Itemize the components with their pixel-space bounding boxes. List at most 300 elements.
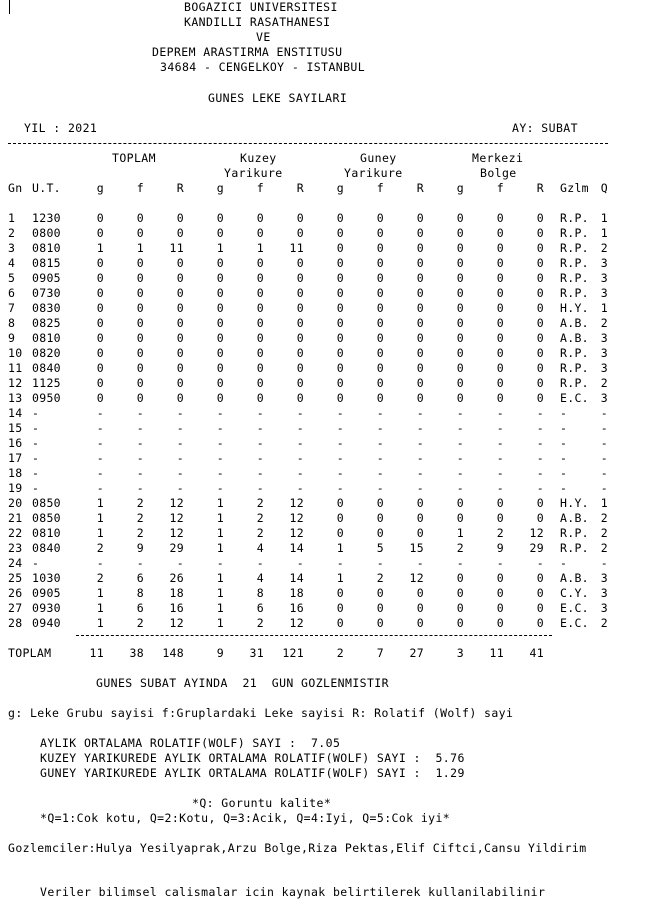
cell-central-f: 0 [496, 286, 504, 300]
cell-total-g: 0 [96, 331, 104, 345]
cell-north-f: 6 [256, 601, 264, 615]
cell-south-f: 0 [376, 256, 384, 270]
cell-central-r: 0 [536, 301, 544, 315]
cell-central-f: 0 [496, 601, 504, 615]
cell-quality: 3 [600, 346, 608, 360]
cell-south-f: - [376, 556, 384, 570]
cell-north-g: 0 [216, 316, 224, 330]
cell-total-f: 2 [136, 616, 144, 630]
cell-time: 0850 [32, 496, 61, 510]
cell-south-g: 0 [336, 211, 344, 225]
cell-central-g: - [456, 466, 464, 480]
cell-central-g: 0 [456, 601, 464, 615]
cell-quality: - [600, 556, 608, 570]
cell-time: 0905 [32, 271, 61, 285]
totals-central-r: 41 [529, 646, 544, 660]
cell-north-g: 0 [216, 211, 224, 225]
cell-south-f: 0 [376, 586, 384, 600]
cell-south-f: 0 [376, 301, 384, 315]
cell-central-r: - [536, 451, 544, 465]
cell-total-g: 0 [96, 391, 104, 405]
cell-north-r: - [296, 466, 304, 480]
cell-total-r: - [176, 481, 184, 495]
cell-central-g: 0 [456, 391, 464, 405]
cell-central-r: 29 [529, 541, 544, 555]
cell-total-f: 0 [136, 211, 144, 225]
cell-north-g: 1 [216, 241, 224, 255]
column-header-south-g: g [336, 181, 344, 195]
cell-north-g: 1 [216, 571, 224, 585]
cell-central-f: 0 [496, 571, 504, 585]
quality-title: *Q: Goruntu kalite* [192, 796, 332, 810]
cell-central-f: - [496, 436, 504, 450]
cell-north-g: 0 [216, 346, 224, 360]
cell-day: 5 [8, 271, 16, 285]
cell-north-f: 0 [256, 271, 264, 285]
cell-total-g: - [96, 406, 104, 420]
cell-north-g: 0 [216, 331, 224, 345]
cell-south-r: 0 [416, 361, 424, 375]
cell-total-r: 0 [176, 301, 184, 315]
cell-time: 0840 [32, 541, 61, 555]
cell-south-g: - [336, 556, 344, 570]
cell-total-g: - [96, 556, 104, 570]
usage-note: Veriler bilimsel calismalar icin kaynak belirtilerek kullanilabilinir [40, 885, 546, 899]
cell-south-g: 0 [336, 376, 344, 390]
cell-time: 0840 [32, 361, 61, 375]
cell-day: 8 [8, 316, 16, 330]
cell-south-g: 0 [336, 586, 344, 600]
cell-total-f: 0 [136, 301, 144, 315]
cell-observer: R.P. [560, 286, 589, 300]
cell-south-f: 0 [376, 211, 384, 225]
cell-central-g: 0 [456, 226, 464, 240]
cell-south-r: 0 [416, 316, 424, 330]
cell-total-r: 0 [176, 346, 184, 360]
cell-south-f: 0 [376, 346, 384, 360]
cell-total-r: 11 [169, 241, 184, 255]
cell-total-f: 2 [136, 496, 144, 510]
cell-central-f: 0 [496, 616, 504, 630]
cell-observer: - [560, 406, 568, 420]
cell-observer: R.P. [560, 211, 589, 225]
cell-total-r: 26 [169, 571, 184, 585]
cell-central-g: 0 [456, 496, 464, 510]
cell-central-f: - [496, 421, 504, 435]
column-header-total-f: f [136, 181, 144, 195]
cell-north-g: 0 [216, 256, 224, 270]
group-header-kuzey: Kuzey [240, 151, 277, 165]
column-header-observer: Gzlm [560, 181, 589, 195]
cell-time: 1230 [32, 211, 61, 225]
cell-north-g: 0 [216, 376, 224, 390]
cell-quality: - [600, 436, 608, 450]
cell-north-f: 0 [256, 301, 264, 315]
cell-total-g: 0 [96, 271, 104, 285]
cell-total-f: - [136, 436, 144, 450]
cell-central-r: 0 [536, 286, 544, 300]
cell-day: 7 [8, 301, 16, 315]
cell-total-f: 0 [136, 391, 144, 405]
cell-total-g: 0 [96, 301, 104, 315]
observed-days-note: GUNES SUBAT AYINDA 21 GUN GOZLENMISTIR [96, 676, 389, 690]
cell-south-f: 0 [376, 616, 384, 630]
cell-central-g: 2 [456, 541, 464, 555]
cell-total-f: 0 [136, 271, 144, 285]
cell-south-g: 0 [336, 361, 344, 375]
cell-total-f: - [136, 466, 144, 480]
cell-south-r: 0 [416, 496, 424, 510]
cell-south-g: 0 [336, 226, 344, 240]
cell-north-g: - [216, 451, 224, 465]
cell-quality: 3 [600, 286, 608, 300]
cell-observer: R.P. [560, 361, 589, 375]
cell-south-f: - [376, 436, 384, 450]
cell-total-g: - [96, 481, 104, 495]
cell-north-f: 0 [256, 361, 264, 375]
cell-north-f: - [256, 481, 264, 495]
column-header-north-g: g [216, 181, 224, 195]
group-header-guney-sub: Yarikure [344, 166, 403, 180]
cell-quality: - [600, 451, 608, 465]
cell-south-g: 0 [336, 286, 344, 300]
observers-list: Gozlemciler:Hulya Yesilyaprak,Arzu Bolge,Riza Pektas,Elif Ciftci,Cansu Yildirim [8, 841, 587, 855]
cell-north-r: - [296, 406, 304, 420]
cell-total-f: 9 [136, 541, 144, 555]
cell-central-g: 0 [456, 361, 464, 375]
cell-north-g: 1 [216, 601, 224, 615]
south-hemisphere-average: GUNEY YARIKUREDE AYLIK ORTALAMA ROLATIF(WOLF) SAYI : 1.29 [40, 766, 465, 780]
cell-quality: 2 [600, 316, 608, 330]
cell-south-r: 0 [416, 256, 424, 270]
cell-central-f: - [496, 466, 504, 480]
cell-observer: R.P. [560, 541, 589, 555]
totals-central-g: 3 [456, 646, 464, 660]
cell-central-r: 0 [536, 391, 544, 405]
cell-observer: R.P. [560, 271, 589, 285]
cell-central-r: 0 [536, 496, 544, 510]
cell-south-g: 0 [336, 601, 344, 615]
totals-south-g: 2 [336, 646, 344, 660]
cell-total-r: 0 [176, 316, 184, 330]
cell-central-r: 0 [536, 346, 544, 360]
cell-central-r: 0 [536, 376, 544, 390]
cell-north-g: 1 [216, 541, 224, 555]
totals-north-g: 9 [216, 646, 224, 660]
cell-day: 1 [8, 211, 16, 225]
cell-central-r: 0 [536, 586, 544, 600]
cell-south-f: 0 [376, 391, 384, 405]
cell-south-g: - [336, 406, 344, 420]
cell-total-f: 6 [136, 571, 144, 585]
cell-north-f: 0 [256, 346, 264, 360]
cell-central-g: 0 [456, 331, 464, 345]
cell-north-g: - [216, 406, 224, 420]
cell-day: 23 [8, 541, 23, 555]
cell-total-r: - [176, 421, 184, 435]
cell-time: 0820 [32, 346, 61, 360]
cell-total-f: 0 [136, 226, 144, 240]
cell-south-r: 0 [416, 286, 424, 300]
cell-total-f: 0 [136, 331, 144, 345]
cell-total-r: 0 [176, 226, 184, 240]
cell-day: 25 [8, 571, 23, 585]
cell-time: 0800 [32, 226, 61, 240]
cell-total-r: 0 [176, 361, 184, 375]
group-header-merkezi: Merkezi [472, 151, 524, 165]
year-label: YIL : 2021 [24, 121, 98, 135]
cell-quality: 3 [600, 271, 608, 285]
cell-total-g: - [96, 436, 104, 450]
cell-observer: - [560, 481, 568, 495]
cell-north-f: 2 [256, 511, 264, 525]
cell-central-f: 2 [496, 526, 504, 540]
cell-central-r: 0 [536, 316, 544, 330]
cell-north-f: 0 [256, 226, 264, 240]
cell-day: 18 [8, 466, 23, 480]
cell-observer: A.B. [560, 316, 589, 330]
cell-time: - [32, 421, 40, 435]
cell-north-g: 0 [216, 226, 224, 240]
cell-observer: - [560, 421, 568, 435]
cell-north-r: 0 [296, 361, 304, 375]
cell-central-g: 0 [456, 376, 464, 390]
cell-north-r: 0 [296, 316, 304, 330]
cell-south-r: 0 [416, 601, 424, 615]
cell-time: - [32, 451, 40, 465]
cell-time: - [32, 436, 40, 450]
cell-day: 14 [8, 406, 23, 420]
cell-time: 0830 [32, 301, 61, 315]
column-header-central-r: R [536, 181, 544, 195]
cell-quality: - [600, 421, 608, 435]
cell-day: 22 [8, 526, 23, 540]
cell-time: - [32, 406, 40, 420]
cell-south-g: - [336, 481, 344, 495]
cell-quality: 2 [600, 526, 608, 540]
cell-north-g: - [216, 481, 224, 495]
cell-total-g: 0 [96, 346, 104, 360]
cell-central-g: 0 [456, 586, 464, 600]
cell-north-f: - [256, 406, 264, 420]
cell-central-r: - [536, 556, 544, 570]
cell-central-r: 0 [536, 601, 544, 615]
cell-south-f: 0 [376, 271, 384, 285]
cell-south-f: 0 [376, 526, 384, 540]
cell-north-r: 0 [296, 376, 304, 390]
university-name: BOGAZICI UNIVERSITESI [184, 0, 338, 14]
cell-total-f: 0 [136, 256, 144, 270]
cell-time: 0810 [32, 526, 61, 540]
cell-quality: - [600, 466, 608, 480]
cell-central-f: 0 [496, 511, 504, 525]
cell-south-r: 12 [409, 571, 424, 585]
totals-total-g: 11 [89, 646, 104, 660]
cell-total-f: - [136, 421, 144, 435]
cell-south-g: 0 [336, 526, 344, 540]
cell-total-g: 0 [96, 286, 104, 300]
cell-north-r: - [296, 451, 304, 465]
cell-north-r: 0 [296, 346, 304, 360]
cell-north-g: 1 [216, 526, 224, 540]
cell-south-f: 0 [376, 331, 384, 345]
cell-north-r: 0 [296, 271, 304, 285]
column-header-south-f: f [376, 181, 384, 195]
cell-north-f: 4 [256, 541, 264, 555]
cell-north-r: 0 [296, 226, 304, 240]
column-header-day: Gn [8, 181, 23, 195]
cell-south-r: 0 [416, 511, 424, 525]
column-header-north-f: f [256, 181, 264, 195]
cell-day: 13 [8, 391, 23, 405]
cell-quality: 3 [600, 391, 608, 405]
cell-central-r: 0 [536, 331, 544, 345]
cell-central-r: 0 [536, 616, 544, 630]
cell-central-g: 0 [456, 616, 464, 630]
column-header-north-r: R [296, 181, 304, 195]
cell-total-r: 0 [176, 256, 184, 270]
cell-central-g: 0 [456, 571, 464, 585]
cell-total-f: - [136, 406, 144, 420]
cell-central-g: 0 [456, 286, 464, 300]
cell-observer: E.C. [560, 616, 589, 630]
totals-total-r: 148 [162, 646, 184, 660]
cell-north-g: 0 [216, 271, 224, 285]
cell-total-g: - [96, 451, 104, 465]
cell-total-f: - [136, 451, 144, 465]
cell-total-r: 0 [176, 286, 184, 300]
cell-total-r: - [176, 451, 184, 465]
cell-total-r: 12 [169, 511, 184, 525]
cell-south-g: 0 [336, 271, 344, 285]
cell-south-f: 0 [376, 601, 384, 615]
monthly-average: AYLIK ORTALAMA ROLATIF(WOLF) SAYI : 7.05 [40, 736, 341, 750]
cell-north-f: 2 [256, 496, 264, 510]
cell-south-f: 0 [376, 361, 384, 375]
cell-total-g: 1 [96, 601, 104, 615]
cell-north-f: - [256, 556, 264, 570]
cell-day: 24 [8, 556, 23, 570]
cell-observer: A.B. [560, 511, 589, 525]
cell-total-r: - [176, 406, 184, 420]
cell-total-g: 0 [96, 361, 104, 375]
cell-observer: A.B. [560, 571, 589, 585]
cell-north-f: 0 [256, 391, 264, 405]
cell-north-g: 1 [216, 511, 224, 525]
cell-day: 12 [8, 376, 23, 390]
cell-south-g: - [336, 421, 344, 435]
cell-total-r: 12 [169, 616, 184, 630]
cell-south-f: 0 [376, 376, 384, 390]
cell-day: 28 [8, 616, 23, 630]
cell-south-f: 0 [376, 316, 384, 330]
cell-day: 17 [8, 451, 23, 465]
cell-north-r: - [296, 421, 304, 435]
cell-observer: E.C. [560, 601, 589, 615]
cell-central-g: 0 [456, 301, 464, 315]
cell-south-r: 0 [416, 346, 424, 360]
cell-observer: H.Y. [560, 301, 589, 315]
cell-north-g: 0 [216, 391, 224, 405]
cell-central-r: - [536, 421, 544, 435]
cell-south-r: - [416, 481, 424, 495]
cell-central-f: 9 [496, 541, 504, 555]
cell-north-r: 0 [296, 391, 304, 405]
cell-south-f: - [376, 466, 384, 480]
cell-north-f: 0 [256, 376, 264, 390]
cell-north-f: 0 [256, 316, 264, 330]
cell-north-r: 0 [296, 256, 304, 270]
cell-quality: 2 [600, 511, 608, 525]
cell-total-r: - [176, 466, 184, 480]
cell-quality: - [600, 406, 608, 420]
cell-north-f: 8 [256, 586, 264, 600]
cell-observer: - [560, 436, 568, 450]
cell-observer: C.Y. [560, 586, 589, 600]
cell-day: 3 [8, 241, 16, 255]
cell-south-r: 0 [416, 586, 424, 600]
cell-north-r: 14 [289, 541, 304, 555]
cell-central-f: 0 [496, 316, 504, 330]
cell-south-g: - [336, 436, 344, 450]
cell-central-g: 0 [456, 271, 464, 285]
cell-quality: 1 [600, 226, 608, 240]
cell-north-r: 11 [289, 241, 304, 255]
cell-time: 1125 [32, 376, 61, 390]
cell-total-r: - [176, 556, 184, 570]
cell-day: 27 [8, 601, 23, 615]
cell-south-g: 0 [336, 511, 344, 525]
cell-north-r: 0 [296, 211, 304, 225]
cell-north-g: 0 [216, 286, 224, 300]
cell-quality: 3 [600, 601, 608, 615]
group-header-kuzey-sub: Yarikure [224, 166, 283, 180]
cell-central-f: 0 [496, 346, 504, 360]
group-header-merkezi-sub: Bolge [480, 166, 517, 180]
cell-central-g: 0 [456, 316, 464, 330]
cell-total-f: 1 [136, 241, 144, 255]
cell-central-g: - [456, 436, 464, 450]
cell-south-g: 0 [336, 496, 344, 510]
cell-day: 16 [8, 436, 23, 450]
cell-south-g: - [336, 466, 344, 480]
cell-total-g: 0 [96, 316, 104, 330]
text-cursor [9, 0, 10, 14]
cell-south-g: 1 [336, 571, 344, 585]
page-title: GUNES LEKE SAYILARI [208, 91, 348, 105]
cell-south-f: - [376, 406, 384, 420]
cell-quality: 1 [600, 211, 608, 225]
cell-time: 0815 [32, 256, 61, 270]
cell-total-f: 0 [136, 346, 144, 360]
cell-quality: 2 [600, 616, 608, 630]
observatory-name: KANDILLI RASATHANESI [184, 15, 331, 29]
cell-time: 0810 [32, 331, 61, 345]
cell-time: 1030 [32, 571, 61, 585]
cell-total-g: 2 [96, 571, 104, 585]
cell-total-g: 0 [96, 211, 104, 225]
cell-observer: R.P. [560, 241, 589, 255]
column-header-time: U.T. [32, 181, 61, 195]
cell-south-g: 0 [336, 241, 344, 255]
cell-south-f: - [376, 421, 384, 435]
cell-observer: R.P. [560, 526, 589, 540]
cell-total-g: 1 [96, 586, 104, 600]
cell-central-f: 0 [496, 271, 504, 285]
cell-north-r: - [296, 556, 304, 570]
cell-day: 6 [8, 286, 16, 300]
cell-time: 0825 [32, 316, 61, 330]
